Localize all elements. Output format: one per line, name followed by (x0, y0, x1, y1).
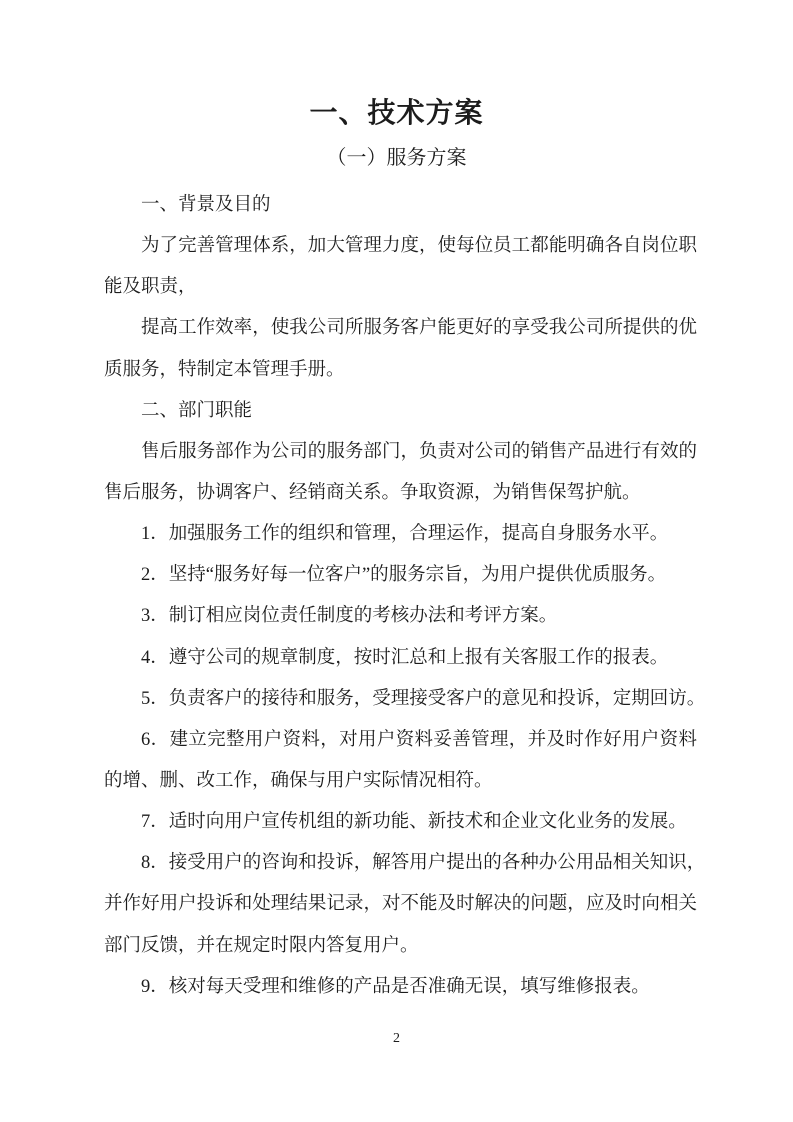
page-title: 一、技术方案 (309, 98, 484, 129)
page-number: 2 (393, 1031, 400, 1046)
document-line: 部门反馈，并在规定时限内答复用户。 (104, 935, 419, 956)
document-line: 5．负责客户的接待和服务，受理接受客户的意见和投诉，定期回访。 (141, 688, 706, 709)
document-line: 6．建立完整用户资料，对用户资料妥善管理，并及时作好用户资料 (141, 729, 697, 750)
document-line: 8．接受用户的咨询和投诉，解答用户提出的各种办公用品相关知识， (141, 853, 706, 874)
page-subtitle: （一）服务方案 (326, 147, 467, 169)
document-line: 7．适时向用户宣传机组的新功能、新技术和企业文化业务的发展。 (141, 812, 687, 833)
document-line: 3．制订相应岗位责任制度的考核办法和考评方案。 (141, 606, 558, 627)
document-line: 提高工作效率，使我公司所服务客户能更好的享受我公司所提供的优 (141, 318, 697, 339)
document-line: 的增、删、改工作，确保与用户实际情况相符。 (104, 770, 493, 791)
document-line: 二、部门职能 (141, 400, 253, 421)
document-body (104, 185, 706, 1008)
document-line: 2．坚持“服务好每一位客户”的服务宗旨，为用户提供优质服务。 (141, 565, 667, 586)
document-line: 并作好用户投诉和处理结果记录，对不能及时解决的问题，应及时向相关 (104, 894, 697, 915)
document-line: 为了完善管理体系，加大管理力度，使每位员工都能明确各自岗位职 (141, 236, 697, 257)
document-line: 4．遵守公司的规章制度，按时汇总和上报有关客服工作的报表。 (141, 647, 669, 668)
document-line: 能及职责， (104, 277, 197, 298)
document-line: 质服务，特制定本管理手册。 (104, 359, 345, 380)
document-line: 一、背景及目的 (141, 195, 271, 215)
document-line: 售后服务，协调客户、经销商关系。争取资源，为销售保驾护航。 (104, 482, 641, 503)
document-line: 售后服务部作为公司的服务部门，负责对公司的销售产品进行有效的 (141, 441, 697, 462)
document-line: 1．加强服务工作的组织和管理，合理运作，提高自身服务水平。 (141, 524, 669, 545)
document-line: 9．核对每天受理和维修的产品是否准确无误，填写维修报表。 (141, 976, 650, 997)
